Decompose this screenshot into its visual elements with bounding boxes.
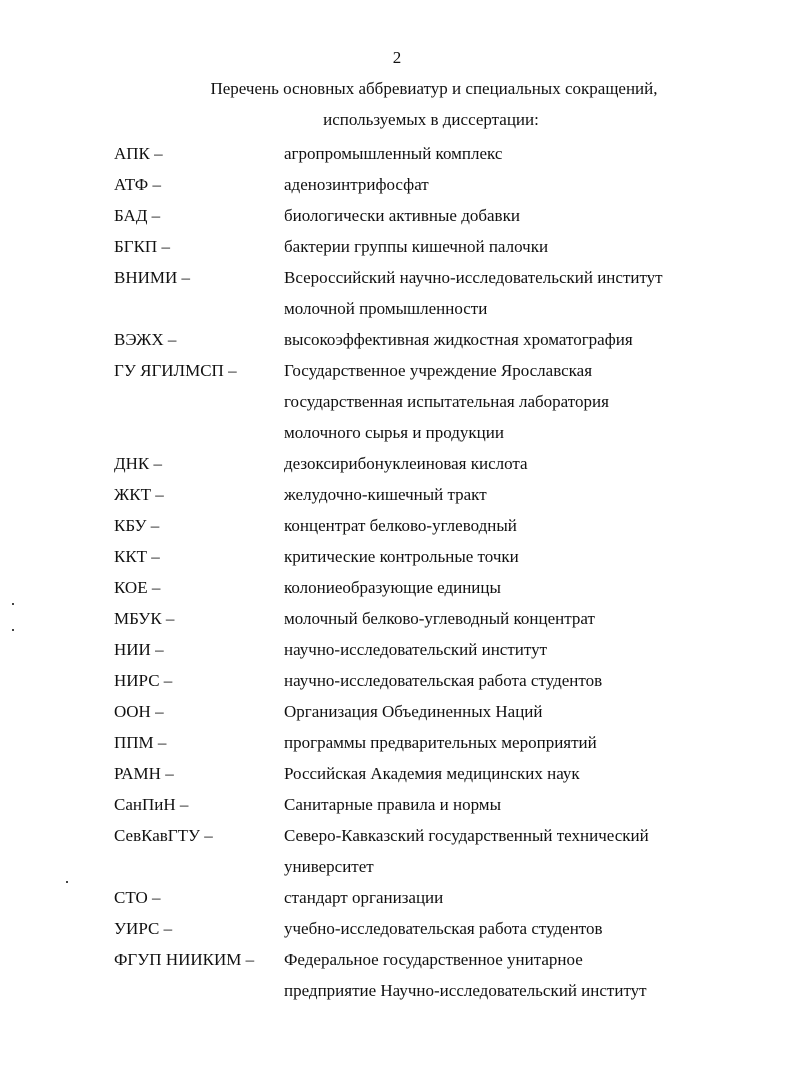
definition-line: аденозинтрифосфат (284, 175, 429, 194)
definition-line: агропромышленный комплекс (284, 144, 503, 163)
abbreviation-entry (0, 231, 794, 262)
definition-line: Государственное учреждение Ярославская (284, 361, 593, 380)
abbreviation-term: ВНИМИ – (114, 268, 191, 287)
abbreviation-definition (284, 355, 724, 448)
abbreviation-definition (284, 169, 724, 200)
abbreviation-term: ППМ – (114, 733, 167, 752)
abbreviation-term: НИРС – (114, 671, 173, 690)
abbreviation-definition (284, 696, 724, 727)
abbreviation-definition (284, 603, 724, 634)
abbreviation-entry (0, 789, 794, 820)
definition-line: Северо-Кавказский государственный технический (284, 826, 649, 845)
definition-line: стандарт организации (284, 888, 444, 907)
definition-line: Федеральное государственное унитарное (284, 950, 583, 969)
abbreviation-entry (0, 572, 794, 603)
abbreviation-entry (0, 758, 794, 789)
definition-line: предприятие Научно-исследовательский институт (284, 981, 647, 1000)
abbreviation-definition (284, 572, 724, 603)
abbreviation-definition (284, 138, 724, 169)
abbreviation-entry (0, 882, 794, 913)
abbreviation-entry (0, 727, 794, 758)
abbreviation-definition (284, 665, 724, 696)
list-title-line-1: Перечень основных аббревиатур и специальных сокращений, (210, 79, 658, 98)
definition-line: высокоэффективная жидкостная хроматография (284, 330, 633, 349)
abbreviation-entry (0, 913, 794, 944)
abbreviation-term: МБУК – (114, 609, 175, 628)
definition-line: молочного сырья и продукции (284, 423, 504, 442)
abbreviation-term: ФГУП НИИКИМ – (114, 950, 255, 969)
abbreviation-term: КОЕ – (114, 578, 161, 597)
abbreviation-term: ГУ ЯГИЛМСП – (114, 361, 237, 380)
abbreviation-term: КБУ – (114, 516, 160, 535)
abbreviation-definition (284, 820, 724, 882)
abbreviation-term: ВЭЖХ – (114, 330, 177, 349)
definition-line: научно-исследовательская работа студентов (284, 671, 603, 690)
scan-speck (12, 603, 14, 605)
abbreviation-definition (284, 231, 724, 262)
abbreviation-entry (0, 479, 794, 510)
abbreviation-definition (284, 944, 724, 1006)
abbreviation-term: АТФ – (114, 175, 161, 194)
abbreviation-entry (0, 603, 794, 634)
abbreviation-definition (284, 913, 724, 944)
abbreviation-entry (0, 262, 794, 324)
definition-line: критические контрольные точки (284, 547, 519, 566)
abbreviation-definition (284, 448, 724, 479)
abbreviation-entry (0, 820, 794, 882)
abbreviation-definition (284, 262, 724, 324)
definition-line: молочный белково-углеводный концентрат (284, 609, 595, 628)
definition-line: дезоксирибонуклеиновая кислота (284, 454, 528, 473)
abbreviation-term: СанПиН – (114, 795, 189, 814)
definition-line: учебно-исследовательская работа студентов (284, 919, 603, 938)
abbreviation-term: РАМН – (114, 764, 174, 783)
abbreviation-entry (0, 510, 794, 541)
abbreviation-entry (0, 169, 794, 200)
abbreviation-list (0, 138, 794, 1006)
abbreviation-definition (284, 758, 724, 789)
definition-line: Организация Объединенных Наций (284, 702, 543, 721)
abbreviation-definition (284, 727, 724, 758)
abbreviation-definition (284, 882, 724, 913)
abbreviation-term: БАД – (114, 206, 161, 225)
abbreviation-term: АПК – (114, 144, 163, 163)
definition-line: биологически активные добавки (284, 206, 520, 225)
definition-line: программы предварительных мероприятий (284, 733, 597, 752)
abbreviation-entry (0, 944, 794, 1006)
abbreviation-term: СевКавГТУ – (114, 826, 213, 845)
definition-line: колониеобразующие единицы (284, 578, 501, 597)
abbreviation-term: НИИ – (114, 640, 164, 659)
definition-line: государственная испытательная лаборатория (284, 392, 609, 411)
abbreviation-entry (0, 138, 794, 169)
abbreviation-term: ЖКТ – (114, 485, 164, 504)
abbreviation-entry (0, 634, 794, 665)
scan-speck (66, 881, 68, 883)
definition-line: научно-исследовательский институт (284, 640, 548, 659)
definition-line: бактерии группы кишечной палочки (284, 237, 549, 256)
abbreviation-term: СТО – (114, 888, 161, 907)
abbreviation-entry (0, 541, 794, 572)
abbreviation-definition (284, 200, 724, 231)
definition-line: университет (284, 857, 374, 876)
abbreviation-definition (284, 789, 724, 820)
list-title-line-2: используемых в диссертации: (323, 110, 539, 129)
abbreviation-definition (284, 479, 724, 510)
abbreviation-entry (0, 324, 794, 355)
abbreviation-definition (284, 634, 724, 665)
definition-line: желудочно-кишечный тракт (284, 485, 487, 504)
definition-line: Санитарные правила и нормы (284, 795, 501, 814)
abbreviation-definition (284, 541, 724, 572)
abbreviation-term: БГКП – (114, 237, 170, 256)
abbreviation-entry (0, 200, 794, 231)
abbreviation-term: ККТ – (114, 547, 160, 566)
abbreviation-definition (284, 324, 724, 355)
page-number: 2 (392, 48, 402, 67)
abbreviation-entry (0, 696, 794, 727)
abbreviation-term: ДНК – (114, 454, 162, 473)
abbreviation-definition (284, 510, 724, 541)
abbreviation-entry (0, 448, 794, 479)
abbreviation-term: УИРС – (114, 919, 173, 938)
abbreviation-entry (0, 355, 794, 448)
abbreviation-term: ООН – (114, 702, 164, 721)
definition-line: Всероссийский научно-исследовательский институт (284, 268, 663, 287)
abbreviation-entry (0, 665, 794, 696)
definition-line: концентрат белково-углеводный (284, 516, 517, 535)
definition-line: Российская Академия медицинских наук (284, 764, 580, 783)
definition-line: молочной промышленности (284, 299, 488, 318)
scan-speck (12, 629, 14, 631)
